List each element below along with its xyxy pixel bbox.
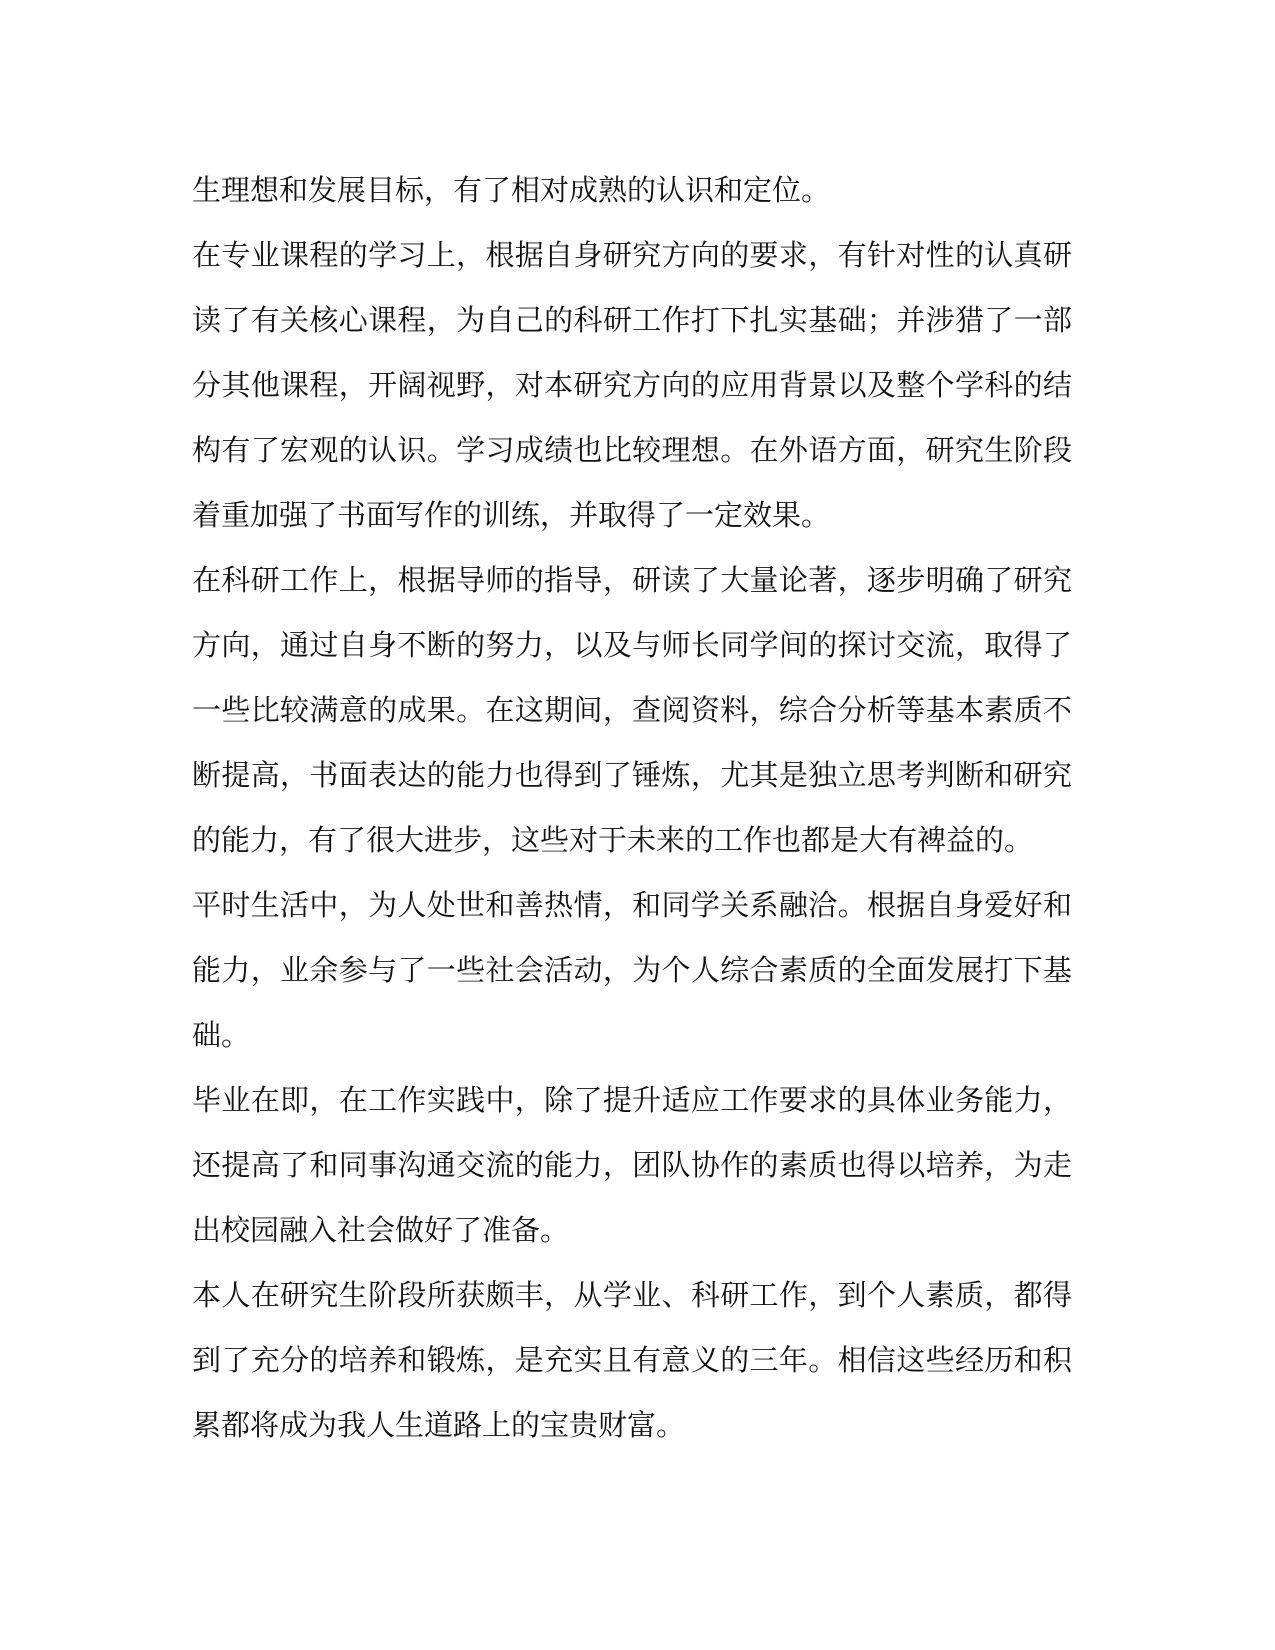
paragraph-1: 生理想和发展目标，有了相对成熟的认识和定位。 xyxy=(192,173,831,207)
paragraph-5: 毕业在即，在工作实践中，除了提升适应工作要求的具体业务能力，还提高了和同事沟通交流的能力，团队协作的素质也得以培养，为走出校园融入社会做好了准备。 xyxy=(192,1083,1072,1247)
paragraph-6: 本人在研究生阶段所获颇丰，从学业、科研工作，到个人素质，都得到了充分的培养和锻炼，是充实且有意义的三年。相信这些经历和积累都将成为我人生道路上的宝贵财富。 xyxy=(192,1278,1072,1442)
paragraph-4: 平时生活中，为人处世和善热情，和同学关系融洽。根据自身爱好和能力，业余参与了一些社会活动，为个人综合素质的全面发展打下基础。 xyxy=(192,888,1072,1052)
paragraph-3: 在科研工作上，根据导师的指导，研读了大量论著，逐步明确了研究方向，通过自身不断的努力，以及与师长同学间的探讨交流，取得了一些比较满意的成果。在这期间，查阅资料，综合分析等基本素质不断提高，书面表达的能力也得到了锤炼，尤其是独立思考判断和研究的能力，有了很大进步，这些对于未来的工作也都是大有裨益的。 xyxy=(192,563,1072,857)
paragraph-2: 在专业课程的学习上，根据自身研究方向的要求，有针对性的认真研读了有关核心课程，为自己的科研工作打下扎实基础；并涉猎了一部分其他课程，开阔视野，对本研究方向的应用背景以及整个学科的结构有了宏观的认识。学习成绩也比较理想。在外语方面，研究生阶段着重加强了书面写作的训练，并取得了一定效果。 xyxy=(192,238,1072,532)
document-body xyxy=(192,158,1072,1458)
